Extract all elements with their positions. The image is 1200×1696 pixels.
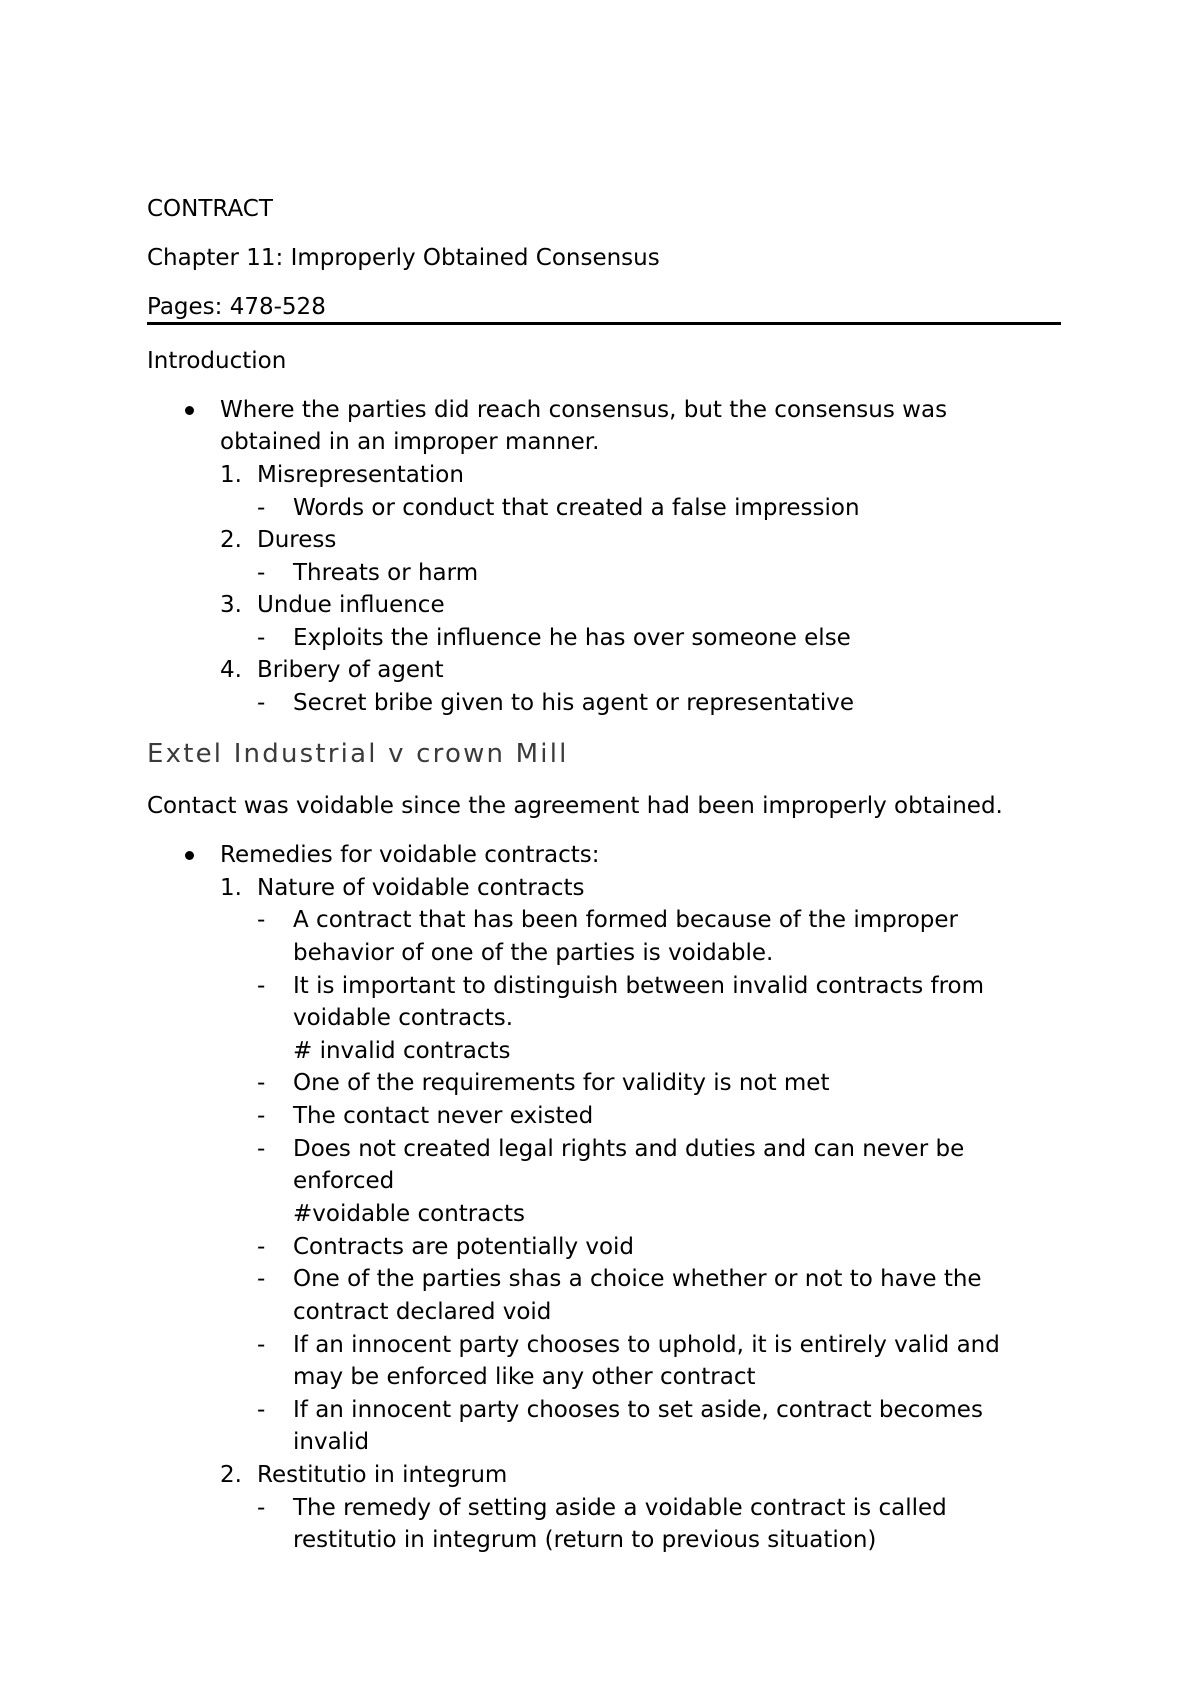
list-subitem: Secret bribe given to his agent or representative [293, 690, 855, 716]
dash-marker: - [257, 907, 266, 933]
list-number: 4. [220, 657, 242, 683]
bullet-icon [185, 406, 194, 415]
intro-heading: Introduction [147, 348, 287, 374]
dash-marker: - [257, 1103, 266, 1129]
list-subitem: If an innocent party chooses to set aside, contract becomes [293, 1397, 983, 1423]
dash-marker: - [257, 560, 266, 586]
list-item-label: Misrepresentation [257, 462, 464, 488]
list-number: 1. [220, 462, 242, 488]
list-number: 2. [220, 1462, 242, 1488]
dash-marker: - [257, 1332, 266, 1358]
list-item-label: Duress [257, 527, 337, 553]
list-subitem: invalid [293, 1429, 370, 1455]
list-subitem: One of the requirements for validity is not met [293, 1070, 830, 1096]
document-title: CONTRACT [147, 196, 273, 222]
dash-marker: - [257, 1070, 266, 1096]
list-subitem: #voidable contracts [293, 1201, 525, 1227]
list-subitem: If an innocent party chooses to uphold, it is entirely valid and [293, 1332, 1000, 1358]
header-rule [147, 322, 1061, 325]
dash-marker: - [257, 1495, 266, 1521]
list-subitem: The remedy of setting aside a voidable contract is called [293, 1495, 947, 1521]
list-item-label: Nature of voidable contracts [257, 875, 585, 901]
list-subitem: Threats or harm [293, 560, 479, 586]
list-number: 1. [220, 875, 242, 901]
list-item-label: Undue influence [257, 592, 445, 618]
list-subitem: Contracts are potentially void [293, 1234, 635, 1260]
dash-marker: - [257, 690, 266, 716]
list-subitem: contract declared void [293, 1299, 552, 1325]
list-item-label: Restitutio in integrum [257, 1462, 508, 1488]
list-number: 3. [220, 592, 242, 618]
intro-bullet-line: obtained in an improper manner. [220, 429, 600, 455]
list-subitem: behavior of one of the parties is voidable. [293, 940, 774, 966]
dash-marker: - [257, 1234, 266, 1260]
dash-marker: - [257, 973, 266, 999]
list-subitem: The contact never existed [293, 1103, 594, 1129]
dash-marker: - [257, 495, 266, 521]
dash-marker: - [257, 1266, 266, 1292]
list-subitem: Words or conduct that created a false impression [293, 495, 860, 521]
list-subitem: voidable contracts. [293, 1005, 514, 1031]
list-subitem: # invalid contracts [293, 1038, 511, 1064]
list-subitem: A contract that has been formed because of the improper [293, 907, 959, 933]
intro-bullet-line: Where the parties did reach consensus, but the consensus was [220, 397, 948, 423]
dash-marker: - [257, 625, 266, 651]
list-subitem: Does not created legal rights and duties and can never be [293, 1136, 965, 1162]
list-subitem: It is important to distinguish between invalid contracts from [293, 973, 985, 999]
remedies-bullet: Remedies for voidable contracts: [220, 842, 600, 868]
pages-line: Pages: 478-528 [147, 294, 326, 320]
dash-marker: - [257, 1136, 266, 1162]
case-heading: Extel Industrial v crown Mill [147, 739, 569, 769]
bullet-icon [185, 851, 194, 860]
list-number: 2. [220, 527, 242, 553]
dash-marker: - [257, 1397, 266, 1423]
list-subitem: restitutio in integrum (return to previous situation) [293, 1527, 877, 1553]
list-subitem: One of the parties shas a choice whether or not to have the [293, 1266, 982, 1292]
list-subitem: enforced [293, 1168, 395, 1194]
list-subitem: Exploits the influence he has over someone else [293, 625, 851, 651]
list-subitem: may be enforced like any other contract [293, 1364, 756, 1390]
case-text: Contact was voidable since the agreement had been improperly obtained. [147, 793, 1003, 819]
chapter-line: Chapter 11: Improperly Obtained Consensus [147, 245, 660, 271]
list-item-label: Bribery of agent [257, 657, 444, 683]
